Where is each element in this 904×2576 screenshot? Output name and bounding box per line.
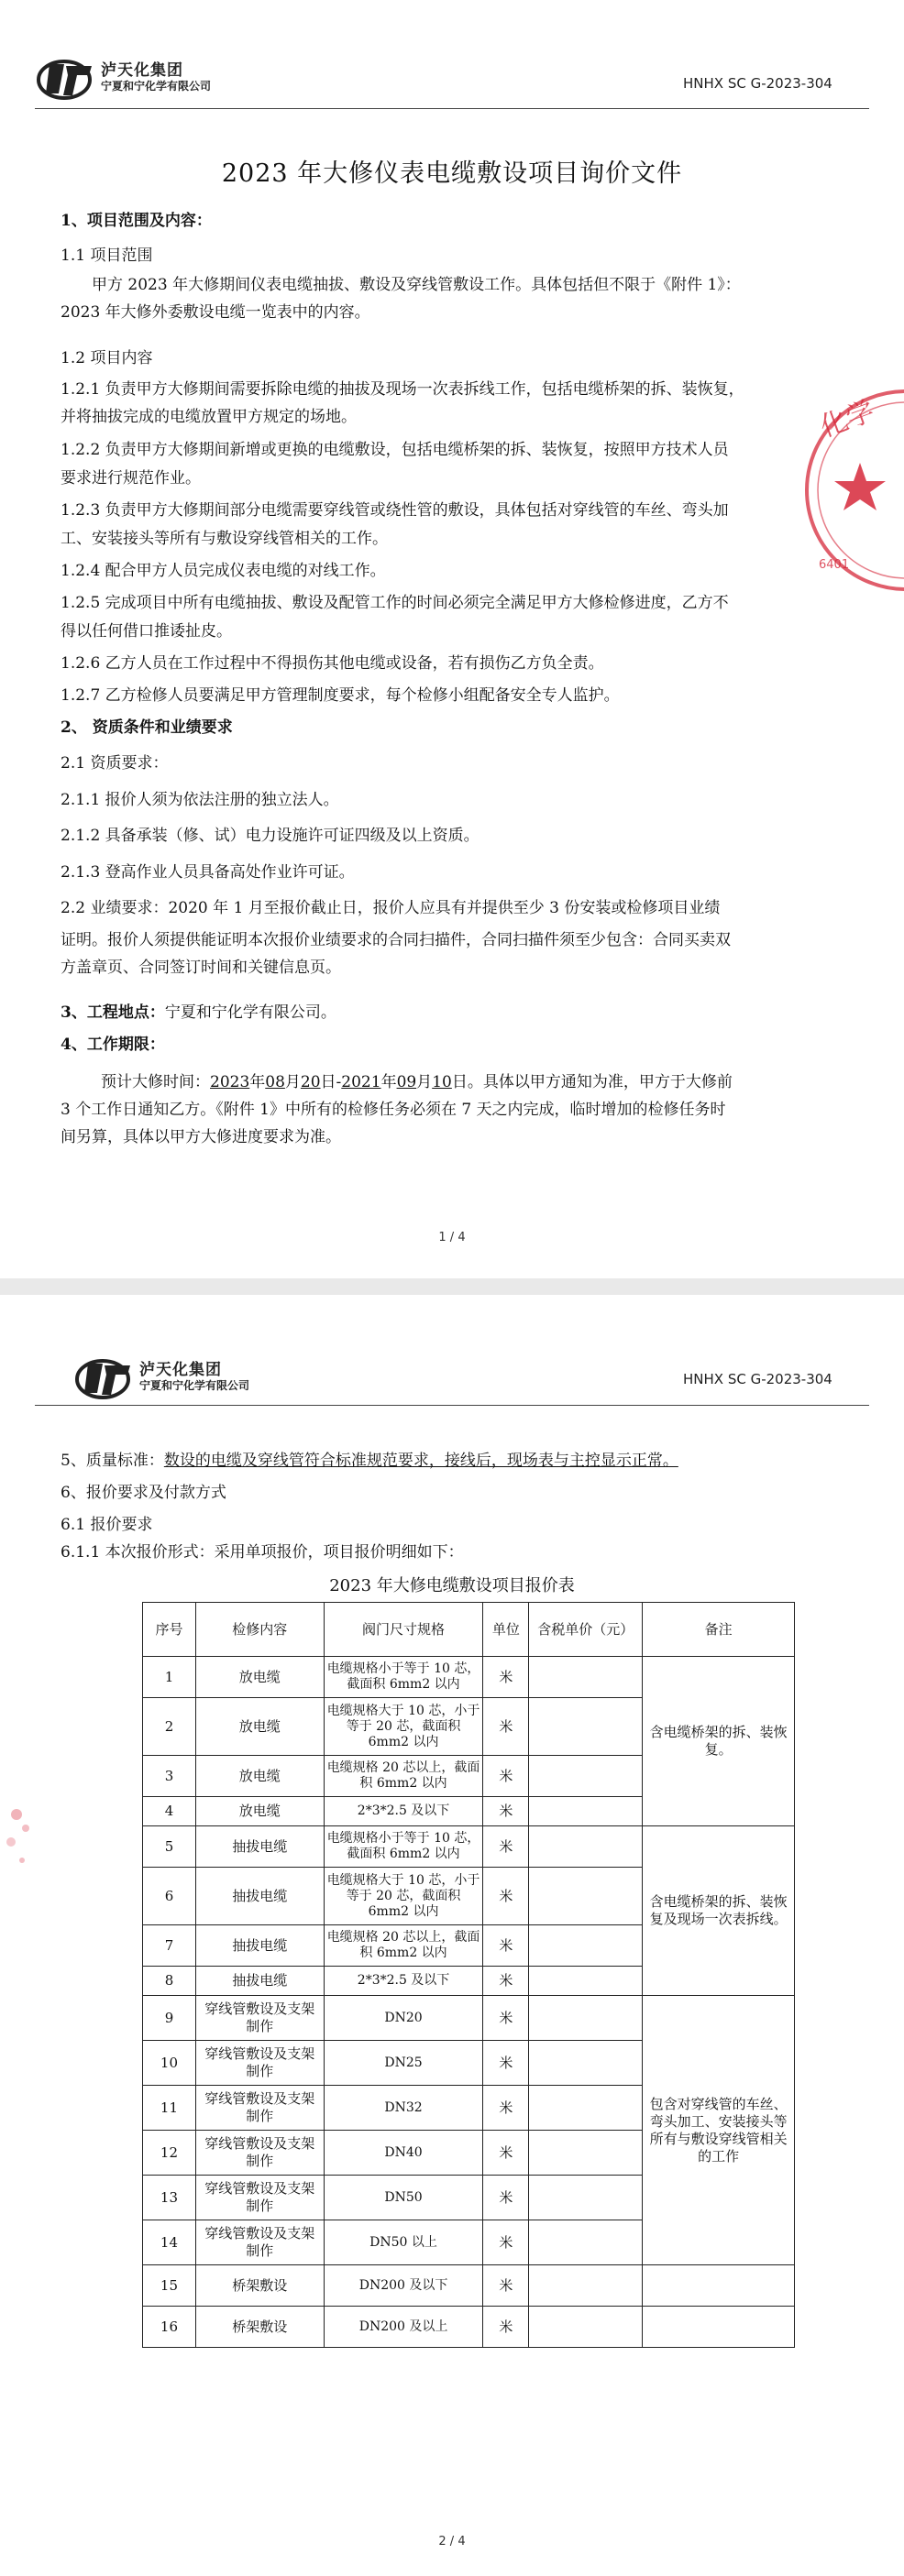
section-2-1-line: 2.1.2 具备承装（修、试）电力设施许可证四级及以上资质。	[61, 827, 480, 845]
cell-unit: 米	[483, 2307, 529, 2348]
cell-item: 穿线管敷设及支架制作	[195, 2176, 324, 2220]
cell-no: 4	[143, 1797, 196, 1826]
cell-item: 放电缆	[195, 1657, 324, 1698]
cell-unit: 米	[483, 1756, 529, 1797]
cell-spec: DN20	[324, 1996, 483, 2041]
cell-price[interactable]	[529, 1756, 643, 1797]
cell-price[interactable]	[529, 2265, 643, 2307]
cell-no: 2	[143, 1698, 196, 1756]
cell-no: 16	[143, 2307, 196, 2348]
day-label: 日	[320, 1073, 336, 1091]
cell-unit: 米	[483, 1996, 529, 2041]
section-5-label: 5、质量标准：	[61, 1452, 164, 1470]
cell-remark: 含电缆桥架的拆、装恢复及现场一次表拆线。	[643, 1826, 795, 1996]
cell-no: 5	[143, 1826, 196, 1868]
cell-price[interactable]	[529, 1996, 643, 2041]
section-2-1-line: 2.1.3 登高作业人员具备高处作业许可证。	[61, 863, 355, 882]
cell-item: 穿线管敷设及支架制作	[195, 2041, 324, 2086]
page-number: 2 / 4	[438, 2535, 466, 2549]
cell-spec: DN50 以上	[324, 2220, 483, 2265]
seal-text: 化学	[815, 394, 879, 444]
cell-item: 桥架敷设	[195, 2307, 324, 2348]
section-1-heading: 1、项目范围及内容：	[61, 212, 212, 230]
cell-item: 穿线管敷设及支架制作	[195, 2220, 324, 2265]
cell-item: 穿线管敷设及支架制作	[195, 1996, 324, 2041]
cell-price[interactable]	[529, 1925, 643, 1967]
month-label: 月	[284, 1073, 301, 1091]
company-subname: 宁夏和宁化学有限公司	[139, 1378, 250, 1392]
section-2-1-line: 2.1.1 报价人须为依法注册的独立法人。	[61, 791, 339, 809]
end-day: 10	[432, 1073, 452, 1091]
section-2-2-line: 2.2 业绩要求：2020 年 1 月至报价截止日，报价人应具有并提供至少 3 份安装或检修项目业绩	[61, 899, 721, 917]
cell-item: 穿线管敷设及支架制作	[195, 2131, 324, 2176]
cell-spec: 2*3*2.5 及以下	[324, 1797, 483, 1826]
cell-price[interactable]	[529, 2041, 643, 2086]
cell-no: 12	[143, 2131, 196, 2176]
cell-remark: 含电缆桥架的拆、装恢复。	[643, 1657, 795, 1826]
cell-spec: 电缆规格 20 芯以上，截面积 6mm2 以内	[324, 1756, 483, 1797]
document-number: HNHX SC G-2023-304	[683, 1371, 832, 1387]
company-subname: 宁夏和宁化学有限公司	[101, 79, 212, 93]
section-2-2-line: 证明。报价人须提供能证明本次报价业绩要求的合同扫描件，合同扫描件须至少包含：合同买卖双	[61, 931, 731, 949]
cell-item: 桥架敷设	[195, 2265, 324, 2307]
section-1-1-text: 甲方 2023 年大修期间仪表电缆抽拔、敷设及穿线管敷设工作。具体包括但不限于《附件 1》：	[92, 276, 741, 294]
cell-unit: 米	[483, 1698, 529, 1756]
cell-unit: 米	[483, 1657, 529, 1698]
header-divider	[35, 1405, 869, 1406]
cell-spec: 电缆规格小于等于 10 芯，截面积 6mm2 以内	[324, 1657, 483, 1698]
start-year: 2023	[210, 1073, 250, 1091]
cell-unit: 米	[483, 2041, 529, 2086]
cell-no: 15	[143, 2265, 196, 2307]
cell-remark: 包含对穿线管的车丝、弯头加工、安装接头等所有与敷设穿线管相关的工作	[643, 1996, 795, 2265]
cell-no: 14	[143, 2220, 196, 2265]
cell-spec: 2*3*2.5 及以下	[324, 1967, 483, 1996]
cell-price[interactable]	[529, 1967, 643, 1996]
document-number: HNHX SC G-2023-304	[683, 75, 832, 92]
cell-no: 11	[143, 2086, 196, 2131]
section-4-line: 3 个工作日通知乙方。《附件 1》中所有的检修任务必须在 7 天之内完成，临时增加的检修任务时	[61, 1101, 726, 1119]
cell-no: 10	[143, 2041, 196, 2086]
section-1-2-line: 并将抽拔完成的电缆放置甲方规定的场地。	[61, 408, 357, 426]
cell-item: 穿线管敷设及支架制作	[195, 2086, 324, 2131]
cell-price[interactable]	[529, 1698, 643, 1756]
cell-no: 8	[143, 1967, 196, 1996]
cell-no: 7	[143, 1925, 196, 1967]
end-month: 09	[396, 1073, 417, 1091]
cell-spec: DN25	[324, 2041, 483, 2086]
company-logo	[37, 55, 211, 101]
table-title: 2023 年大修电缆敷设项目报价表	[329, 1576, 575, 1595]
table-row	[143, 1657, 795, 1698]
cell-no: 13	[143, 2176, 196, 2220]
cell-item: 放电缆	[195, 1756, 324, 1797]
cell-unit: 米	[483, 2131, 529, 2176]
cell-no: 9	[143, 1996, 196, 2041]
section-6-heading: 6、报价要求及付款方式	[61, 1484, 226, 1502]
cell-price[interactable]	[529, 1826, 643, 1868]
col-header-price: 含税单价（元）	[529, 1603, 643, 1657]
table-header-row	[143, 1603, 795, 1657]
section-1-2-line: 工、安装接头等所有与敷设穿线管相关的工作。	[61, 530, 388, 548]
table-row	[143, 2265, 795, 2307]
company-name: 泸天化集团	[101, 61, 183, 81]
company-logo-mark-icon	[37, 55, 97, 101]
cell-price[interactable]	[529, 1657, 643, 1698]
section-1-2-line: 1.2.3 负责甲方大修期间部分电缆需要穿线管或绕性管的敷设，具体包括对穿线管的车丝、弯头加	[61, 501, 729, 520]
section-1-2-line: 1.2.6 乙方人员在工作过程中不得损伤其他电缆或设备，若有损伤乙方负全责。	[61, 654, 604, 673]
quote-table	[142, 1602, 795, 2348]
section-1-2-line: 1.2.2 负责甲方大修期间新增或更换的电缆敷设，包括电缆桥架的拆、装恢复，按照甲方技术人员	[61, 441, 729, 459]
section-4-text: 日。具体以甲方通知为准，甲方于大修前	[451, 1073, 733, 1091]
cell-remark	[643, 2307, 795, 2348]
company-name: 泸天化集团	[139, 1361, 222, 1380]
cell-price[interactable]	[529, 2307, 643, 2348]
cell-spec: DN32	[324, 2086, 483, 2131]
cell-spec: 电缆规格大于 10 芯，小于等于 20 芯，截面积 6mm2 以内	[324, 1698, 483, 1756]
header-divider	[35, 108, 869, 109]
cell-item: 抽拔电缆	[195, 1826, 324, 1868]
start-day: 20	[300, 1073, 321, 1091]
cell-item: 放电缆	[195, 1698, 324, 1756]
cell-unit: 米	[483, 2220, 529, 2265]
cell-item: 放电缆	[195, 1797, 324, 1826]
month-label: 月	[416, 1073, 433, 1091]
page-title: 2023 年大修仪表电缆敷设项目询价文件	[221, 159, 683, 188]
cell-price[interactable]	[529, 2131, 643, 2176]
cell-unit: 米	[483, 2176, 529, 2220]
cell-unit: 米	[483, 2086, 529, 2131]
company-seal-stamp	[805, 385, 904, 596]
section-1-2-line: 1.2.1 负责甲方大修期间需要拆除电缆的抽拔及现场一次表拆线工作，包括电缆桥架的拆、装恢复，	[61, 380, 744, 399]
cell-spec: 电缆规格大于 10 芯，小于等于 20 芯，截面积 6mm2 以内	[324, 1868, 483, 1925]
ink-smudge	[0, 1778, 46, 1906]
section-1-2-heading: 1.2 项目内容	[61, 349, 153, 367]
start-month: 08	[265, 1073, 285, 1091]
col-header-spec: 阀门尺寸规格	[324, 1603, 483, 1657]
section-1-1-text: 2023 年大修外委敷设电缆一览表中的内容。	[61, 303, 370, 322]
cell-unit: 米	[483, 1826, 529, 1868]
table-row	[143, 2307, 795, 2348]
section-1-2-line: 得以任何借口推诿扯皮。	[61, 622, 232, 641]
cell-price[interactable]	[529, 2086, 643, 2131]
cell-price[interactable]	[529, 2220, 643, 2265]
cell-unit: 米	[483, 2265, 529, 2307]
cell-unit: 米	[483, 1797, 529, 1826]
cell-item: 抽拔电缆	[195, 1967, 324, 1996]
section-4-text: 预计大修时间：	[101, 1073, 210, 1091]
section-3-line	[61, 1003, 336, 1023]
cell-spec: DN50	[324, 2176, 483, 2220]
section-1-2-line: 1.2.5 完成项目中所有电缆抽拔、敷设及配管工作的时间必须完全满足甲方大修检修进度，乙方不	[61, 594, 729, 612]
section-4-line: 间另算，具体以甲方大修进度要求为准。	[61, 1128, 341, 1146]
section-3-label: 3、工程地点：	[61, 1003, 165, 1022]
section-1-2-line: 1.2.7 乙方检修人员要满足甲方管理制度要求，每个检修小组配备安全专人监护。	[61, 686, 620, 705]
cell-item: 抽拔电缆	[195, 1925, 324, 1967]
cell-spec: DN200 及以上	[324, 2307, 483, 2348]
section-2-2-line: 方盖章页、合同签订时间和关键信息页。	[61, 959, 341, 977]
col-header-remark: 备注	[643, 1603, 795, 1657]
end-year: 2021	[341, 1073, 381, 1091]
cell-unit: 米	[483, 1868, 529, 1925]
cell-spec: DN40	[324, 2131, 483, 2176]
cell-remark	[643, 2265, 795, 2307]
section-5-value: 数设的电缆及穿线管符合标准规范要求，接线后，现场表与主控显示正常。	[163, 1452, 678, 1470]
section-1-1-heading: 1.1 项目范围	[61, 247, 153, 265]
section-2-1-heading: 2.1 资质要求：	[61, 754, 169, 773]
section-3-value: 宁夏和宁化学有限公司。	[164, 1003, 336, 1022]
col-header-no: 序号	[143, 1603, 196, 1657]
company-logo-mark-icon	[75, 1354, 136, 1400]
section-6-1-1: 6.1.1 本次报价形式：采用单项报价，项目报价明细如下：	[61, 1543, 464, 1562]
cell-price[interactable]	[529, 2176, 643, 2220]
cell-unit: 米	[483, 1925, 529, 1967]
section-6-1-heading: 6.1 报价要求	[61, 1516, 153, 1534]
section-4-line	[101, 1072, 733, 1092]
seal-code: 6401	[819, 558, 850, 572]
page-number: 1 / 4	[438, 1231, 466, 1244]
section-5-line	[61, 1451, 678, 1471]
section-1-2-line: 1.2.4 配合甲方人员完成仪表电缆的对线工作。	[61, 562, 386, 580]
col-header-unit: 单位	[483, 1603, 529, 1657]
section-2-heading: 2、 资质条件和业绩要求	[61, 718, 233, 737]
cell-spec: DN200 及以下	[324, 2265, 483, 2307]
cell-no: 3	[143, 1756, 196, 1797]
table-row	[143, 1996, 795, 2041]
cell-price[interactable]	[529, 1868, 643, 1925]
cell-no: 1	[143, 1657, 196, 1698]
date-dash: -	[336, 1073, 342, 1091]
cell-price[interactable]	[529, 1797, 643, 1826]
col-header-item: 检修内容	[195, 1603, 324, 1657]
cell-spec: 电缆规格小于等于 10 芯，截面积 6mm2 以内	[324, 1826, 483, 1868]
cell-unit: 米	[483, 1967, 529, 1996]
year-label: 年	[249, 1073, 266, 1091]
section-1-2-line: 要求进行规范作业。	[61, 469, 201, 488]
company-logo	[75, 1354, 249, 1400]
cell-spec: 电缆规格 20 芯以上，截面积 6mm2 以内	[324, 1925, 483, 1967]
year-label: 年	[380, 1073, 397, 1091]
cell-no: 6	[143, 1868, 196, 1925]
page-1	[0, 0, 904, 1278]
table-row	[143, 1826, 795, 1868]
cell-item: 抽拔电缆	[195, 1868, 324, 1925]
section-4-heading: 4、工作期限：	[61, 1036, 165, 1054]
